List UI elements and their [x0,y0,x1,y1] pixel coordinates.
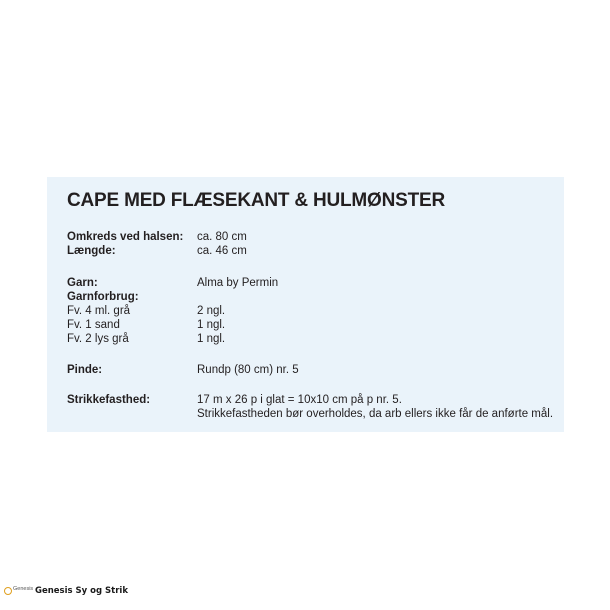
row-value: Alma by Permin [197,277,279,289]
logo-mark [4,587,12,595]
row-label: Garnforbrug: [67,291,139,303]
genesis-logo-icon [4,585,32,597]
row-label: Pinde: [67,364,103,376]
row-value: 1 ngl. [197,333,226,345]
row-value: ca. 46 cm [197,245,247,257]
row-value: 1 ngl. [197,319,226,331]
row-label: Fv. 1 sand [67,319,120,331]
row-label: Strikkefasthed: [67,394,151,406]
row-value: Strikkefastheden bør overholdes, da arb ellers ikke får de anførte mål. [197,408,554,420]
row-value: 17 m x 26 p i glat = 10x10 cm på p nr. 5. [197,394,402,406]
row-value: 2 ngl. [197,305,226,317]
pattern-info-card [47,177,564,432]
row-label: Omkreds ved halsen: [67,231,184,243]
row-label: Længde: [67,245,116,257]
row-value: ca. 80 cm [197,231,247,243]
footer-brand [4,583,128,599]
row-label: Garn: [67,277,98,289]
logo-text: Genesis [13,586,34,592]
row-label: Fv. 2 lys grå [67,333,129,345]
brand-name: Genesis Sy og Strik [35,586,128,596]
pattern-title: CAPE MED FLÆSEKANT & HULMØNSTER [67,190,446,211]
row-value: Rundp (80 cm) nr. 5 [197,364,299,376]
row-label: Fv. 4 ml. grå [67,305,131,317]
